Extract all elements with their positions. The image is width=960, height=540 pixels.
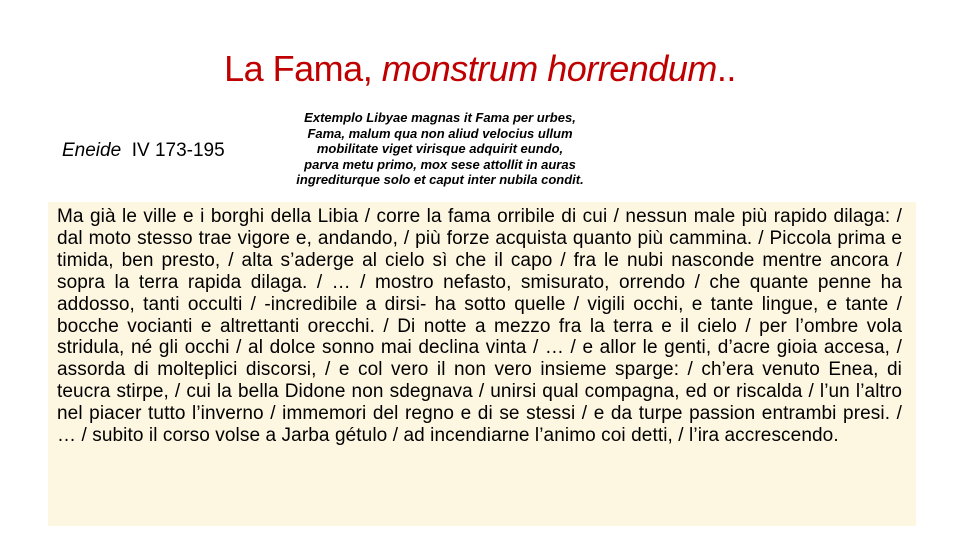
title-suffix: .. (716, 48, 736, 89)
latin-line: Fama, malum qua non aliud velocius ullum (307, 125, 573, 141)
work-name: Eneide (62, 140, 122, 161)
translation-text (57, 206, 902, 447)
verse-range: IV 173-195 (131, 140, 225, 161)
translation-regular: . / … / mostro nefasto, smisurato, orrendo / che quante penne ha addosso, tanti occulti / -incredibile a dirsi- ha sotto quelle / vigili occhi, e tante lingue, e tante / bocche vocianti e altrettanti orecchi. / Di notte a mezzo fra la terra e il cielo / per l’ombre vola stridula, né gli occhi / al dolce sonno mai declina vinta / … / e allor le genti, d’acre gioia accesa, / assorda di molteplici discorsi, / e col vero il non vero insieme sparge: / ch’era venuto Enea, di teucra stirpe, / cui la bella Didone non sdegnava / unirsi qual compagna, ed or riscalda / l’un l’altro nel piacer tutto l’inverno / immemori del regno e di se stessi / e da turpe passion entrambi presi. / … / subito il corso volse a Jarba gétulo / ad incendiarne l’animo coi detti, / l’ira accrescendo. (57, 271, 902, 447)
title-italic: monstrum horrendum (381, 48, 717, 89)
translation-box (48, 202, 916, 526)
latin-line: parva metu primo, mox sese attollit in auras (304, 156, 576, 172)
latin-line: ingrediturque solo et caput inter nubila condit. (296, 172, 584, 187)
latin-line: Extemplo Libyae magnas it Fama per urbes, (304, 110, 576, 125)
latin-line: mobilitate viget virisque adquirit eundo, (316, 141, 564, 156)
translation-bold: Ma già le ville e i borghi della Libia / corre la fama orribile di cui / nessun male più rapido dilaga: / dal moto stesso trae vigore e, andando, / più forze acquista quanto più cammina. / Piccola prima e timida, ben presto, / alta s’aderge al cielo sì che il capo / fra le nubi nasconde mentre ancora / sopra la terra rapida dilaga (57, 206, 902, 293)
slide-title (0, 48, 960, 90)
title-regular: La Fama, (224, 48, 382, 89)
source-reference (62, 140, 225, 162)
latin-quote (255, 110, 625, 188)
